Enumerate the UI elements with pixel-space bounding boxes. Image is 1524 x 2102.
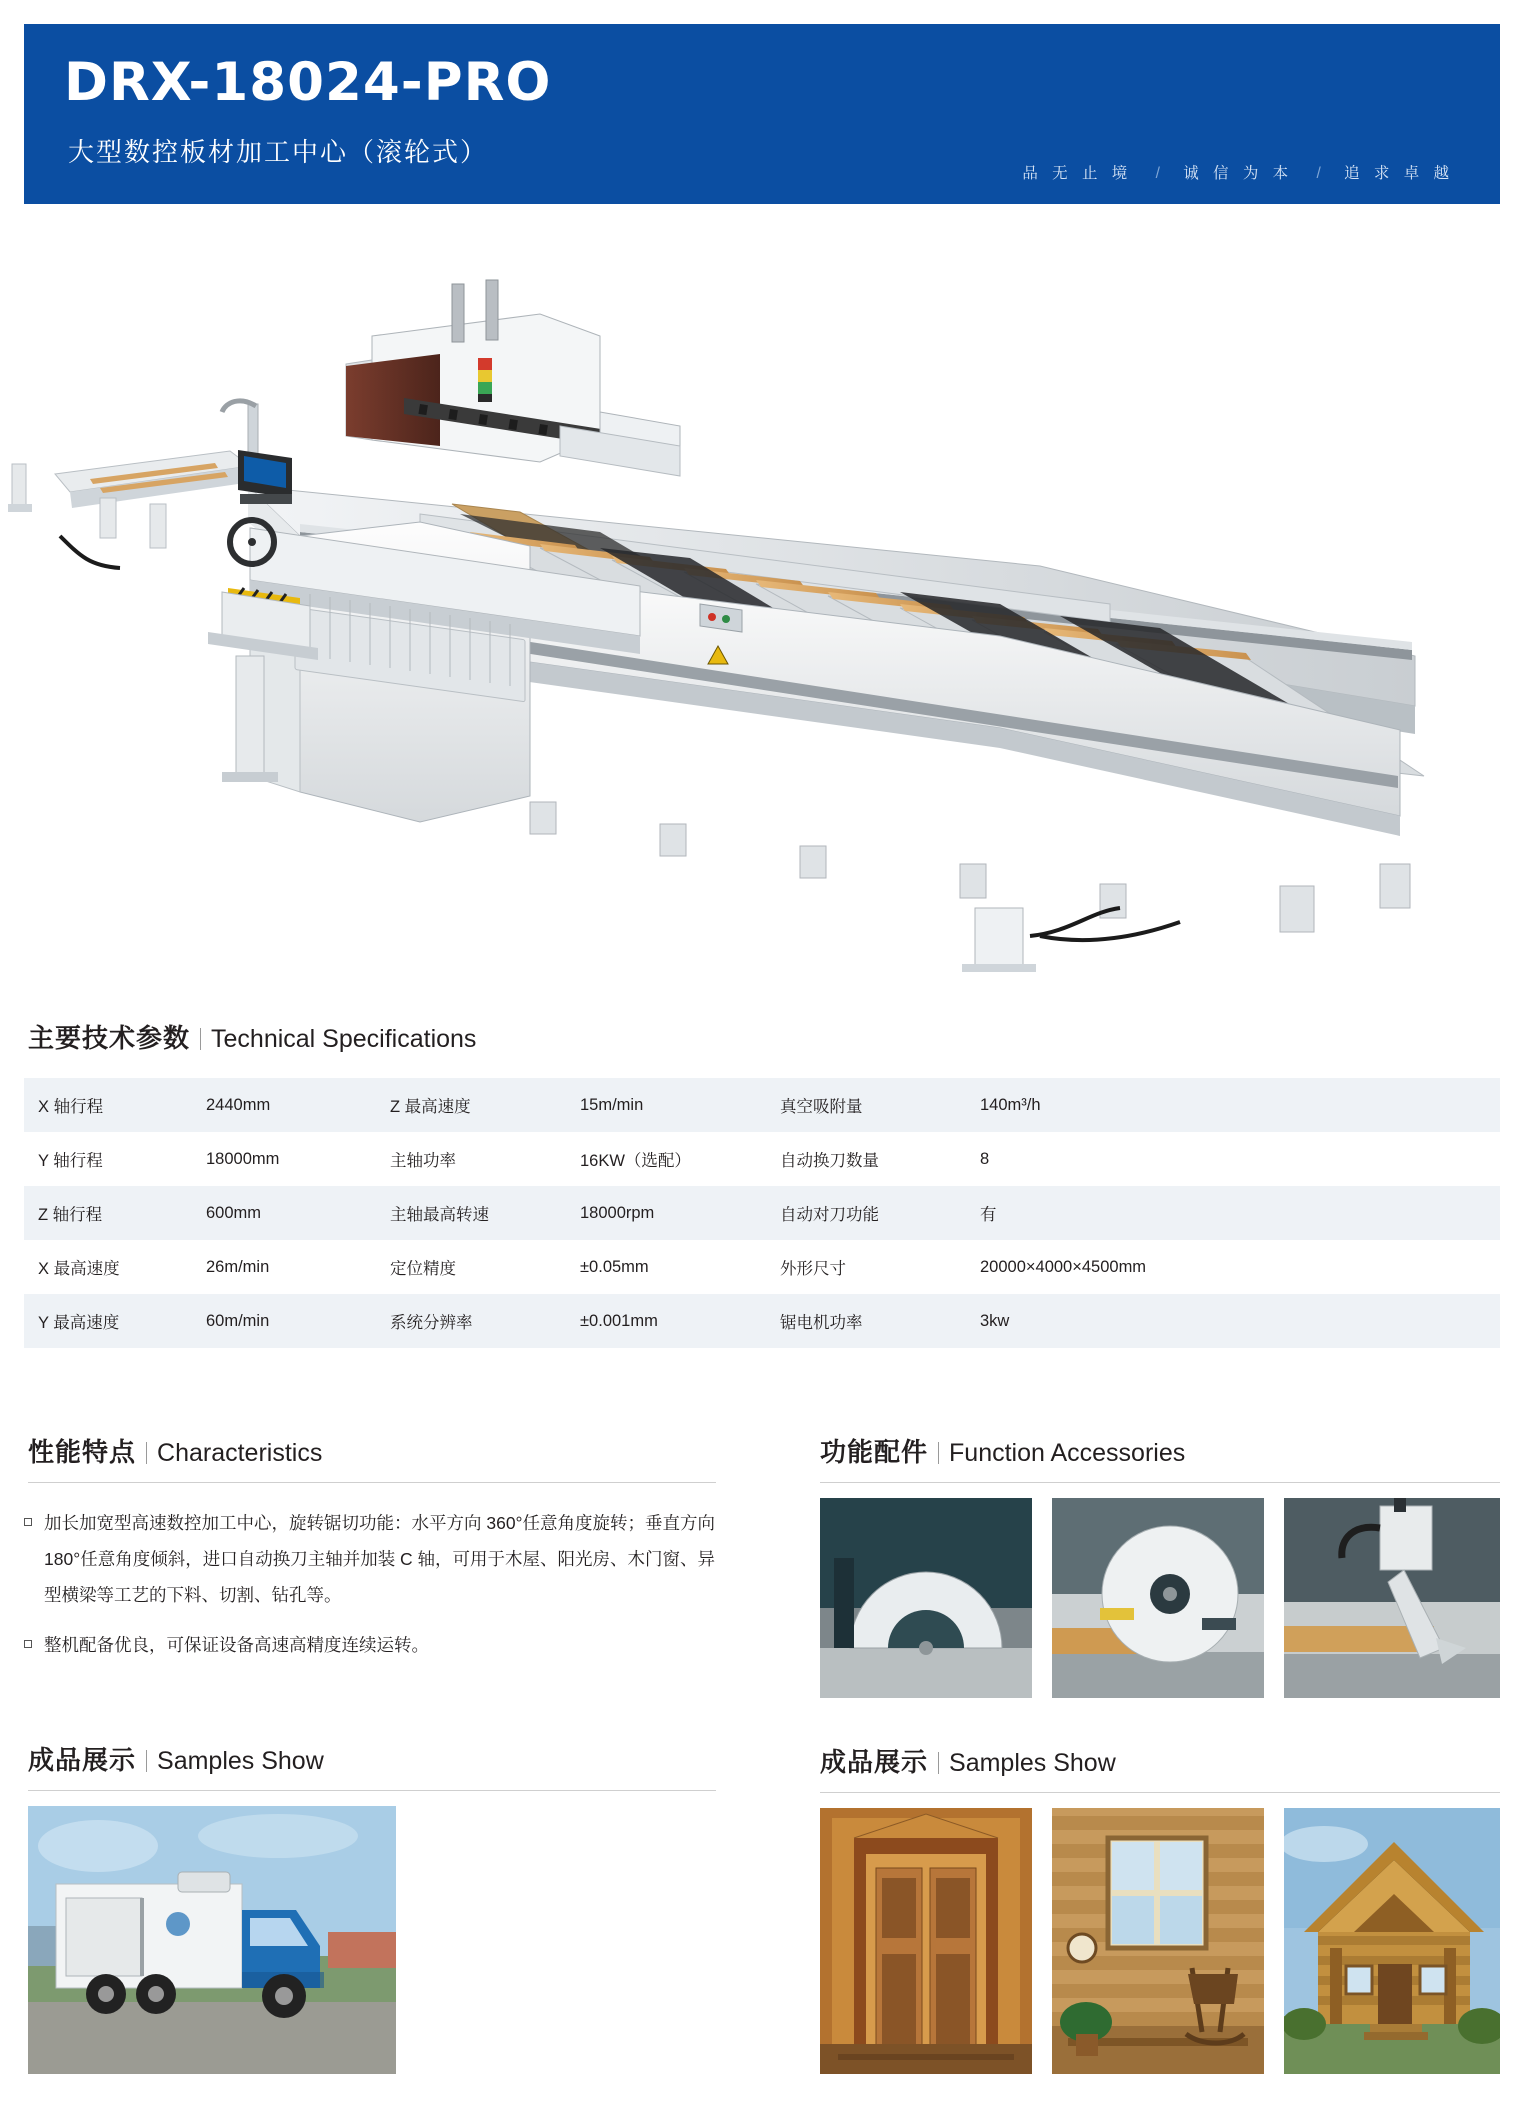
samples-right-rule: [820, 1792, 1500, 1793]
spec-value: 18000rpm: [580, 1203, 655, 1222]
spec-key: 真空吸附量: [780, 1098, 863, 1116]
spec-value: ±0.001mm: [580, 1311, 658, 1330]
technical-specifications-table: [24, 1078, 1500, 1348]
spec-key: 主轴最高转速: [390, 1206, 489, 1224]
spec-key: 系统分辨率: [390, 1314, 473, 1332]
spec-key: Z 最高速度: [390, 1098, 471, 1116]
samples-left-heading-en: Samples Show: [157, 1747, 324, 1775]
spec-key: 自动换刀数量: [780, 1152, 879, 1170]
spec-value: ±0.05mm: [580, 1257, 649, 1276]
specs-heading-cn: 主要技术参数: [28, 1023, 191, 1053]
spec-key: 定位精度: [390, 1260, 456, 1278]
heading-divider: [938, 1752, 939, 1774]
heading-divider: [938, 1442, 939, 1464]
spec-value: 60m/min: [206, 1311, 270, 1330]
saw-blade-unit-photo-2: [1052, 1498, 1264, 1698]
spec-key: 外形尺寸: [780, 1260, 846, 1278]
slogan-part-3: 追 求 卓 越: [1344, 165, 1454, 182]
square-bullet-icon: [24, 1640, 32, 1648]
spec-value: 16KW（选配）: [580, 1152, 691, 1170]
table-row: [24, 1132, 1500, 1186]
spec-value: 18000mm: [206, 1149, 280, 1168]
log-cabin-interior-photo: [1052, 1808, 1264, 2074]
spec-key: Y 最高速度: [38, 1314, 120, 1332]
samples-right-heading-en: Samples Show: [949, 1749, 1116, 1777]
spec-value: 15m/min: [580, 1095, 644, 1114]
square-bullet-icon: [24, 1518, 32, 1526]
specs-section-heading: [28, 1018, 476, 1055]
spec-key: 锯电机功率: [780, 1314, 863, 1332]
spec-key: Z 轴行程: [38, 1206, 103, 1224]
table-row: [24, 1078, 1500, 1132]
accessories-section-heading: [820, 1432, 1185, 1469]
characteristics-section-heading: [28, 1432, 322, 1469]
spec-key: X 最高速度: [38, 1260, 120, 1278]
refrigerated-truck-photo: [28, 1806, 396, 2074]
heading-divider: [146, 1442, 147, 1464]
samples-left-rule: [28, 1790, 716, 1791]
characteristics-rule: [28, 1482, 716, 1483]
characteristic-text: 整机配备优良，可保证设备高速高精度连续运转。: [44, 1635, 429, 1655]
list-item: [24, 1627, 724, 1663]
spec-value: 有: [980, 1206, 997, 1224]
characteristics-heading-en: Characteristics: [157, 1439, 323, 1467]
accessories-heading-en: Function Accessories: [949, 1439, 1186, 1467]
characteristics-heading-cn: 性能特点: [28, 1437, 137, 1467]
spec-key: 自动对刀功能: [780, 1206, 879, 1224]
table-row: [24, 1294, 1500, 1348]
saw-blade-unit-photo-1: [820, 1498, 1032, 1698]
spec-value: 2440mm: [206, 1095, 271, 1114]
spec-value: 3kw: [980, 1311, 1010, 1330]
table-row: [24, 1240, 1500, 1294]
samples-right-heading-cn: 成品展示: [820, 1747, 929, 1777]
spec-value: 140m³/h: [980, 1095, 1041, 1114]
characteristic-text: 加长加宽型高速数控加工中心，旋转锯切功能：水平方向 360°任意角度旋转；垂直方向 180°任意角度倾斜，进口自动换刀主轴并加装 C 轴，可用于木屋、阳光房、木门窗、异型横梁等工艺的下料、切割、钻孔等。: [44, 1513, 716, 1605]
wooden-door-photo: [820, 1808, 1032, 2074]
accessories-rule: [820, 1482, 1500, 1483]
spec-key: 主轴功率: [390, 1152, 456, 1170]
slogan-part-1: 品 无 止 境: [1022, 165, 1133, 182]
samples-left-section-heading: [28, 1740, 324, 1777]
spec-value: 8: [980, 1149, 990, 1168]
samples-right-section-heading: [820, 1742, 1116, 1779]
slogan-separator-2: /: [1316, 165, 1321, 182]
table-row: [24, 1186, 1500, 1240]
characteristics-list: [24, 1505, 724, 1677]
slogan-separator-1: /: [1155, 165, 1160, 182]
samples-left-heading-cn: 成品展示: [28, 1745, 137, 1775]
list-item: [24, 1505, 724, 1613]
accessories-heading-cn: 功能配件: [820, 1437, 929, 1467]
log-cabin-exterior-photo: [1284, 1808, 1500, 2074]
spec-value: 26m/min: [206, 1257, 270, 1276]
header-slogan: [1022, 161, 1454, 183]
heading-divider: [200, 1028, 201, 1050]
machine-product-photo: [0, 236, 1524, 976]
page-header: [24, 24, 1500, 204]
spec-value: 600mm: [206, 1203, 262, 1222]
spec-key: X 轴行程: [38, 1098, 104, 1116]
spec-key: Y 轴行程: [38, 1152, 103, 1170]
slogan-part-2: 诚 信 为 本: [1183, 165, 1294, 182]
spindle-head-photo-3: [1284, 1498, 1500, 1698]
specs-heading-en: Technical Specifications: [211, 1025, 477, 1053]
page-subtitle: 大型数控板材加工中心（滚轮式）: [68, 137, 489, 167]
heading-divider: [146, 1750, 147, 1772]
page-title: DRX-18024-PRO: [64, 52, 552, 113]
spec-value: 20000×4000×4500mm: [980, 1257, 1147, 1276]
